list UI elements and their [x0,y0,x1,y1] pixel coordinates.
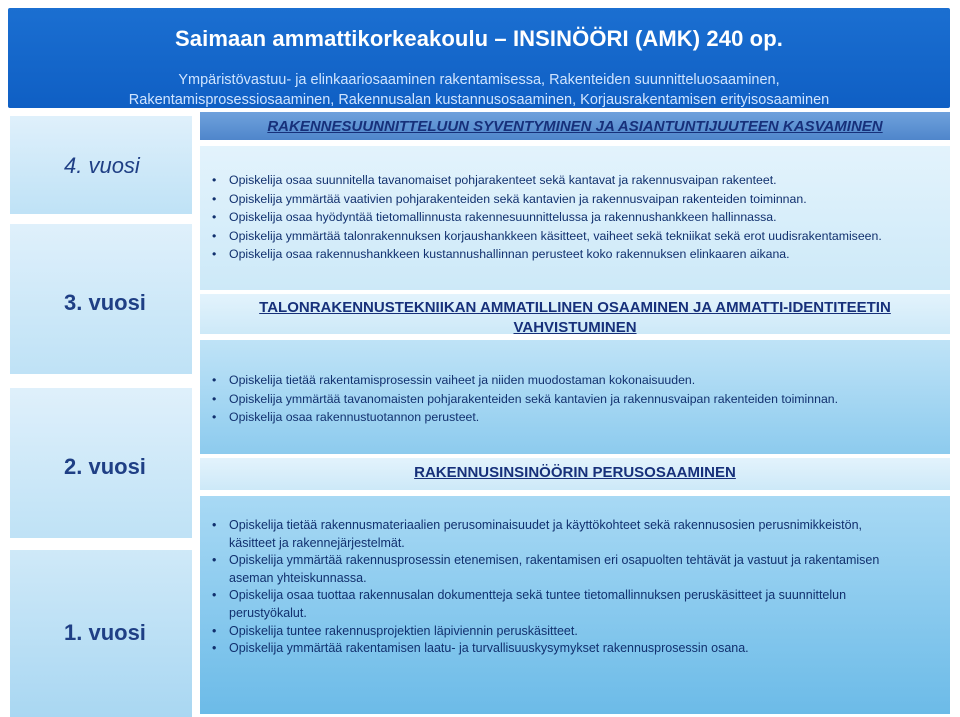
year-1-list [212,517,942,658]
year-label-4: 4. vuosi [64,153,140,178]
year-4-list [212,171,942,264]
list-item: • Opiskelija tietää rakennusmateriaalien perusominaisuudet ja käyttökohteet sekä rakennusosien perusnimikkeistön, käsitteet ja rakennejärjestelmät. [212,517,942,552]
list-item: • Opiskelija ymmärtää rakentamisen laatu- ja turvallisuuskysymykset rakennusprosessin osana. [212,640,942,658]
page-title: Saimaan ammattikorkeakoulu – INSINÖÖRI (AMK) 240 op. [175,26,783,51]
year-2-title-band [200,458,950,490]
year-3-title-line-2: VAHVISTUMINEN [513,319,637,336]
year-label-2: 2. vuosi [64,454,146,479]
list-item: • Opiskelija ymmärtää tavanomaisten pohjarakenteiden sekä kantavien ja rakennusvaipan rakenteiden toiminnan. [212,390,942,409]
list-item: • Opiskelija osaa rakennushankkeen kustannushallinnan perusteet koko rakennuksen elinkaaren aikana. [212,245,942,264]
year-3-title-band [200,294,950,334]
year-3-title [200,298,950,338]
year-4-title: RAKENNESUUNNITTELUUN SYVENTYMINEN JA ASIANTUNTIJUUTEEN KASVAMINEN [267,118,883,135]
year-label-1: 1. vuosi [64,620,146,645]
year-3-list [212,371,942,427]
list-item: • Opiskelija osaa hyödyntää tietomallinnusta rakennesuunnittelussa ja rakennushankkeen hallinnassa. [212,208,942,227]
year-4-title-band [200,112,950,140]
subtitle-line-1: Ympäristövastuu- ja elinkaariosaaminen rakentamisessa, Rakenteiden suunnitteluosaaminen, [178,72,780,88]
list-item: • Opiskelija osaa tuottaa rakennusalan dokumentteja sekä tuntee tietomallinnuksen peruskäsitteet ja suunnittelun perustyökalut. [212,587,942,622]
list-item: • Opiskelija ymmärtää talonrakennuksen korjaushankkeen käsitteet, vaiheet sekä tekniikat sekä erot uudisrakentamiseen. [212,227,942,246]
list-item: • Opiskelija ymmärtää rakennusprosessin etenemisen, rakentamisen eri osapuolten tehtävät ja vastuut ja rakentamisen aseman yhteiskunnassa. [212,552,942,587]
year-2-title: RAKENNUSINSINÖÖRIN PERUSOSAAMINEN [414,464,736,481]
header-banner [8,8,950,108]
list-item: • Opiskelija osaa suunnitella tavanomaiset pohjarakenteet sekä kantavat ja rakennusvaipan rakenteet. [212,171,942,190]
list-item: • Opiskelija ymmärtää vaativien pohjarakenteiden sekä kantavien ja rakennusvaipan rakenteiden toiminnan. [212,190,942,209]
year-label-3: 3. vuosi [64,290,146,315]
year-3-title-line-1: TALONRAKENNUSTEKNIIKAN AMMATILLINEN OSAAMINEN JA AMMATTI-IDENTITEETIN [259,299,891,316]
subtitle-line-2: Rakentamisprosessiosaaminen, Rakennusalan kustannusosaaminen, Korjausrakentamisen erityisosaaminen [128,92,830,108]
list-item: • Opiskelija osaa rakennustuotannon perusteet. [212,408,942,427]
list-item: • Opiskelija tietää rakentamisprosessin vaiheet ja niiden muodostaman kokonaisuuden. [212,371,942,390]
header-subtitle [8,70,950,110]
list-item: • Opiskelija tuntee rakennusprojektien läpiviennin peruskäsitteet. [212,623,942,641]
